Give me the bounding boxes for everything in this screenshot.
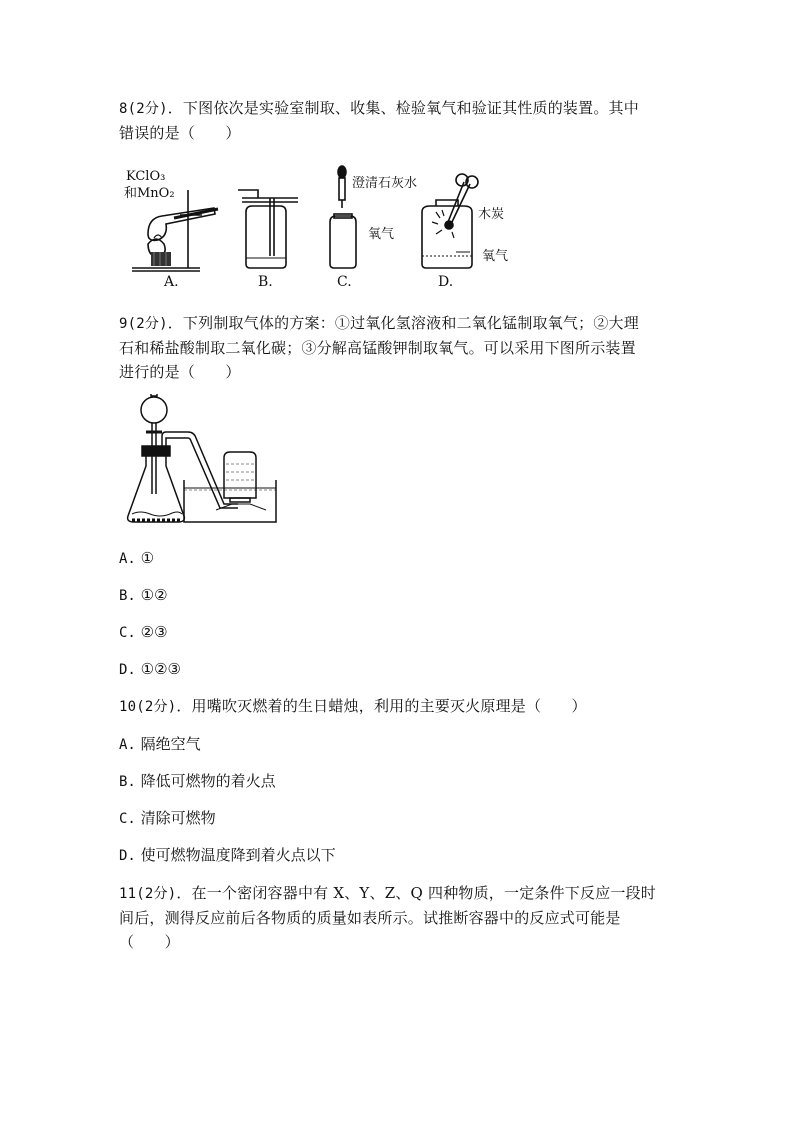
question-11-number: 11 [119,886,137,902]
question-9-stem [119,311,679,384]
question-10-option-d[interactable] [119,845,336,866]
question-9-apparatus-figure [120,394,280,526]
label-oxygen-c: 氧气 [368,227,395,242]
question-9-option-d[interactable] [119,659,181,680]
question-11-stem [119,881,679,954]
label-limewater: 澄清石灰水 [352,176,418,191]
option-letter: A. [119,737,136,753]
question-10-text-1: ．用嘴吹灭燃着的生日蜡烛，利用的主要灭火原理是（ ） [176,697,587,715]
option-text: 清除可燃物 [140,809,216,827]
option-text: ①② [140,586,168,604]
question-10-option-a[interactable] [119,734,201,755]
option-text: 隔绝空气 [140,735,201,753]
question-11-line1 [119,881,679,906]
apparatus-d [422,174,478,268]
option-letter: B. [119,774,136,790]
question-9-line1 [119,311,679,336]
caption-d: D. [438,274,454,290]
question-9-option-c[interactable] [119,622,168,643]
apparatus-a [132,190,218,271]
apparatus-b [238,190,298,268]
question-10-number: 10 [119,699,137,715]
question-8-text-1: ．下图依次是实验室制取、收集、检验氧气和验证其性质的装置。其中 [167,99,639,117]
question-10-option-b[interactable] [119,771,276,792]
question-9-text-2: 石和稀盐酸制取二氧化碳；③分解高锰酸钾制取氧气。可以采用下图所示装置 [119,339,636,357]
question-9-number: 9 [119,316,128,332]
question-10-stem [119,694,679,719]
option-letter: C. [119,625,136,641]
option-letter: B. [119,588,136,604]
question-8-number: 8 [119,101,128,117]
question-11-score: (2分) [136,886,177,902]
option-text: ②③ [140,623,168,641]
question-8-stem [119,96,679,145]
option-letter: A. [119,551,136,567]
question-10-line1 [119,694,679,719]
caption-b: B. [258,274,273,290]
option-letter: D. [119,662,136,678]
question-8-text-2: 错误的是（ ） [119,124,241,142]
question-9-option-a[interactable] [119,548,154,569]
question-10-score: (2分) [136,699,177,715]
question-9-option-b[interactable] [119,585,168,606]
question-8-line1 [119,96,679,121]
option-text: ① [140,549,155,567]
caption-a: A. [164,274,179,290]
question-11-text-2: 间后，测得反应前后各物质的质量如表所示。试推断容器中的反应式可能是 [119,909,621,927]
option-letter: C. [119,811,136,827]
question-9-text-1: ．下列制取气体的方案：①过氧化氢溶液和二氧化锰制取氧气；②大理 [167,314,639,332]
label-mno2: 和MnO₂ [124,186,175,201]
question-11-text-3: （ ） [119,933,180,951]
label-oxygen-d: 氧气 [482,249,509,264]
label-kclo3: KClO₃ [126,169,166,184]
option-text: 降低可燃物的着火点 [140,772,276,790]
question-11-text-1: ．在一个密闭容器中有 X、Y、Z、Q 四种物质，一定条件下反应一段时 [176,884,656,902]
question-9-text-3: 进行的是（ ） [119,363,241,381]
question-8-apparatus-figure [118,160,518,290]
label-charcoal: 木炭 [478,207,505,222]
question-9-score: (2分) [127,316,168,332]
question-8-score: (2分) [127,101,168,117]
question-10-option-c[interactable] [119,808,216,829]
option-text: ①②③ [140,660,181,678]
caption-c: C. [337,274,352,290]
option-text: 使可燃物温度降到着火点以下 [140,846,336,864]
option-letter: D. [119,848,136,864]
